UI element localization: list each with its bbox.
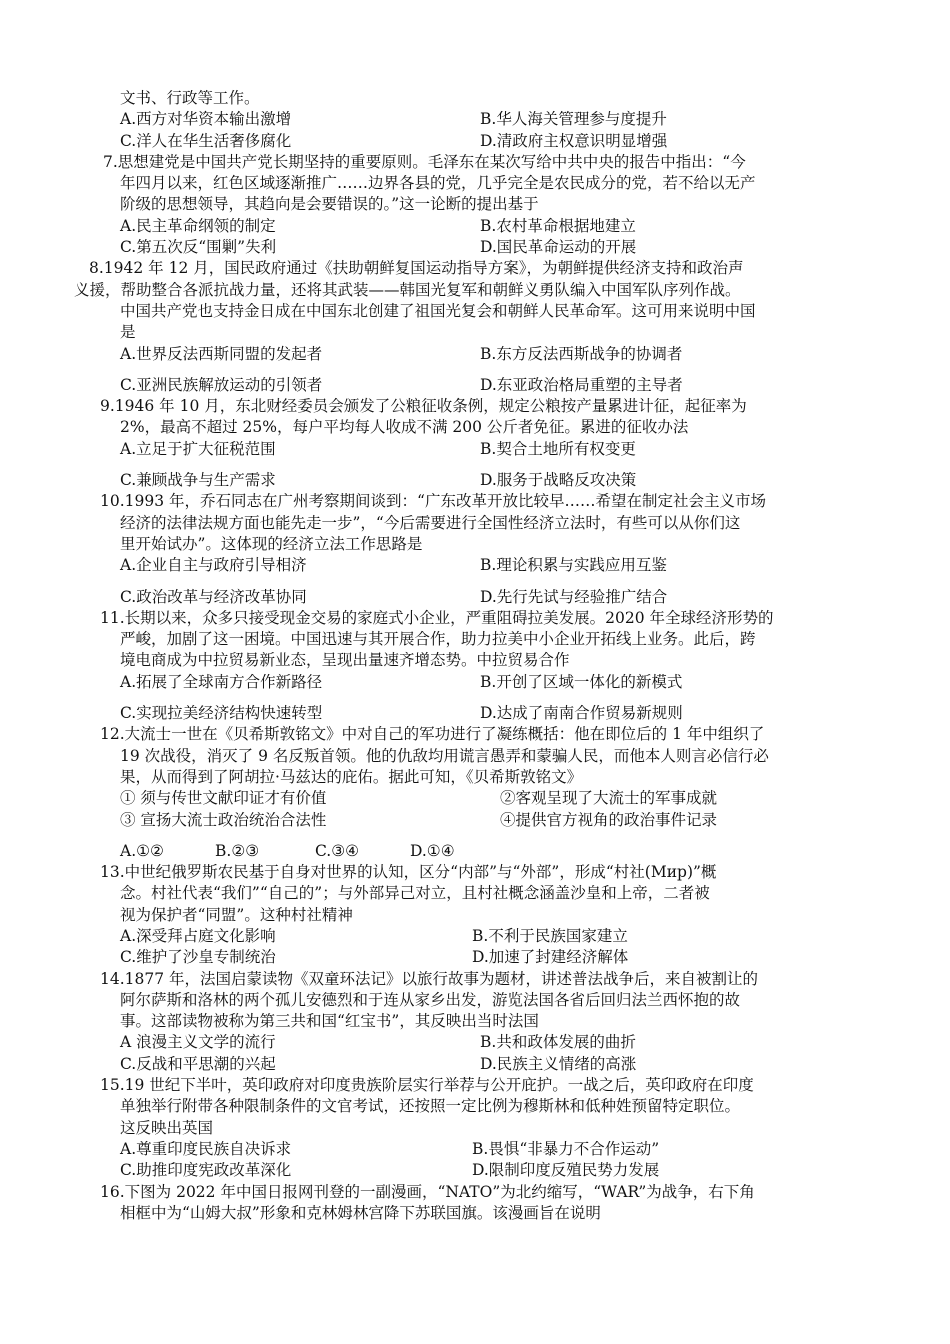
question-text: 阶级的思想领导，其趋向是会要错误的。”这一论断的提出基于	[120, 195, 539, 214]
option-a: A.民主革命纲领的制定	[120, 216, 276, 235]
question-9	[100, 396, 870, 491]
question-text: 文书、行政等工作。	[120, 89, 260, 107]
option-b: B.东方反法西斯战争的协调者	[480, 344, 683, 363]
question-text: 是	[120, 323, 136, 342]
option-a: A.世界反法西斯同盟的发起者	[120, 344, 323, 363]
question-text: 16.下图为 2022 年中国日报网刊登的一副漫画，“NATO”为北约缩写，“WAR”为战争，右下角	[100, 1182, 755, 1201]
option-row	[100, 109, 870, 130]
option-d: D.清政府主权意识明显增强	[480, 131, 668, 150]
question-14	[100, 969, 870, 1075]
option-b: B.理论积累与实践应用互鉴	[480, 556, 667, 575]
option-row	[100, 672, 870, 693]
question-text: 19 次战役，消灭了 9 名反叛首领。他的仇敌均用谎言愚弄和蒙骗人民，而他本人则言必信行必	[120, 746, 769, 765]
option-a: A.①②	[120, 841, 164, 860]
option-b: B.农村革命根据地建立	[480, 216, 636, 235]
option-d: D.先行先试与经验推广结合	[480, 587, 668, 606]
option-row	[100, 344, 870, 365]
question-text: 严峻，加剧了这一困境。中国迅速与其开展合作，助力拉美中小企业开拓线上业务。此后，跨	[120, 630, 756, 649]
question-text: 这反映出英国	[120, 1118, 214, 1137]
option-b: B.华人海关管理参与度提升	[480, 110, 667, 129]
option-c: C.反战和平思潮的兴起	[120, 1054, 276, 1073]
option-row	[100, 375, 870, 396]
option-row	[100, 703, 870, 724]
question-text: 11.长期以来，众多只接受现金交易的家庭式小企业，严重阻碍拉美发展。2020 年全球经济形势的	[100, 608, 774, 627]
option-row	[100, 1160, 870, 1181]
option-row	[100, 947, 870, 968]
option-row	[100, 216, 870, 237]
question-12	[100, 724, 870, 862]
question-11	[100, 608, 870, 724]
question-text: 相框中为“山姆大叔”形象和克林姆林宫降下苏联国旗。该漫画旨在说明	[120, 1203, 601, 1222]
option-b: B.契合土地所有权变更	[480, 439, 636, 458]
option-a: A 浪漫主义文学的流行	[120, 1033, 276, 1052]
option-d: D.服务于战略反攻决策	[480, 471, 637, 490]
question-text: 单独举行附带各种限制条件的文官考试，还按照一定比例为穆斯林和低种姓预留特定职位。	[120, 1097, 741, 1116]
statement-4: ④提供官方视角的政治事件记录	[500, 810, 718, 829]
option-b: B.共和政体发展的曲折	[480, 1033, 636, 1052]
question-text: 13.中世纪俄罗斯农民基于自身对世界的认知，区分“内部”与“外部”，形成“村社(Мир)”概	[100, 863, 717, 882]
question-15	[100, 1075, 870, 1181]
question-text: 事。这部读物被称为第三共和国“红宝书”，其反映出当时法国	[120, 1012, 539, 1031]
question-text: 8.1942 年 12 月，国民政府通过《扶助朝鲜复国运动指导方案》，为朝鲜提供经济支持和政治声	[89, 259, 744, 278]
statement-1: ① 须与传世文献印证才有价值	[120, 789, 327, 808]
option-row	[100, 439, 870, 460]
option-b: B.畏惧“非暴力不合作运动”	[472, 1139, 660, 1158]
option-d: D.①④	[410, 841, 455, 860]
question-text: 里开始试办”。这体现的经济立法工作思路是	[120, 534, 423, 553]
option-row	[100, 470, 870, 491]
option-b: B.不利于民族国家建立	[472, 926, 628, 945]
question-text: 念。村社代表“我们”“自己的”；与外部异己对立，且村社概念涵盖沙皇和上帝，二者被	[120, 884, 710, 903]
option-row	[100, 841, 870, 862]
option-d: D.东亚政治格局重塑的主导者	[480, 375, 683, 394]
option-c: C.洋人在华生活奢侈腐化	[120, 131, 292, 150]
question-text: 阿尔萨斯和洛林的两个孤儿安德烈和于连从家乡出发，游览法国各省后回归法兰西怀抱的故	[120, 990, 741, 1009]
option-a: A.深受拜占庭文化影响	[120, 926, 276, 945]
question-text: 10.1993 年，乔石同志在广州考察期间谈到：“广东改革开放比较早……希望在制定社会主义市场	[100, 492, 766, 511]
option-row	[100, 131, 870, 152]
option-a: A.拓展了全球南方合作新路径	[120, 672, 323, 691]
question-text: 义援，帮助整合各派抗战力量，还将其武装——韩国光复军和朝鲜义勇队编入中国军队序列作战。	[74, 280, 741, 299]
question-text: 境电商成为中拉贸易新业态，呈现出量速齐增态势。中拉贸易合作	[120, 651, 570, 670]
option-row	[100, 587, 870, 608]
question-text: 2%，最高不超过 25%，每户平均每人收成不满 200 公斤者免征。累进的征收办法	[120, 418, 689, 437]
option-c: C.政治改革与经济改革协同	[120, 587, 307, 606]
statement-row	[100, 788, 870, 809]
question-8	[74, 258, 870, 396]
option-a: A.尊重印度民族自决诉求	[120, 1139, 292, 1158]
question-text: 视为保护者“同盟”。这种村社精神	[120, 905, 353, 924]
option-d: D.国民革命运动的开展	[480, 238, 637, 257]
question-text: 中国共产党也支持金日成在中国东北创建了祖国光复会和朝鲜人民革命军。这可用来说明中国	[120, 301, 756, 320]
option-row	[100, 1054, 870, 1075]
option-c: C.助推印度宪政改革深化	[120, 1161, 292, 1180]
option-row	[100, 555, 870, 576]
question-text: 果，从而得到了阿胡拉·马兹达的庇佑。据此可知，《贝希斯敦铭文》	[120, 767, 583, 786]
option-a: A.企业自主与政府引导相济	[120, 556, 307, 575]
option-c: C.实现拉美经济结构快速转型	[120, 704, 323, 723]
question-text: 经济的法律法规方面也能先走一步”，“今后需要进行全国性经济立法时，有些可以从你们这	[120, 513, 741, 532]
exam-page	[74, 88, 870, 1224]
option-row	[100, 1139, 870, 1160]
option-d: D.达成了南南合作贸易新规则	[480, 704, 683, 723]
question-7	[100, 152, 870, 258]
option-c: C.③④	[315, 841, 360, 860]
statement-row	[100, 810, 870, 831]
statement-2: ②客观呈现了大流士的军事成就	[500, 789, 718, 808]
option-b: B.开创了区域一体化的新模式	[480, 672, 683, 691]
question-10	[100, 491, 870, 607]
question-text: 15.19 世纪下半叶，英印政府对印度贵族阶层实行举荐与公开庇护。一战之后，英印政府在印度	[100, 1076, 754, 1095]
option-a: A.西方对华资本输出激增	[120, 110, 292, 129]
option-d: D.限制印度反殖民势力发展	[472, 1161, 660, 1180]
statement-3: ③ 宣扬大流士政治统治合法性	[120, 810, 327, 829]
question-16	[100, 1182, 870, 1225]
option-c: C.兼顾战争与生产需求	[120, 471, 276, 490]
option-c: C.维护了沙皇专制统治	[120, 948, 276, 967]
option-d: D.加速了封建经济解体	[472, 948, 629, 967]
option-b: B.②③	[215, 841, 260, 860]
option-row	[100, 926, 870, 947]
question-text: 年四月以来，红色区域逐渐推广……边界各县的党，几乎完全是农民成分的党，若不给以无产	[120, 174, 756, 193]
question-text: 9.1946 年 10 月，东北财经委员会颁发了公粮征收条例，规定公粮按产量累进计征，起征率为	[100, 397, 747, 416]
option-row	[100, 237, 870, 258]
question-text: 12.大流士一世在《贝希斯敦铭文》中对自己的军功进行了凝练概括：他在即位后的 1 年中组织了	[100, 725, 765, 744]
question-text: 14.1877 年，法国启蒙读物《双童环法记》以旅行故事为题材，讲述普法战争后，来自被割让的	[100, 969, 759, 988]
option-c: C.亚洲民族解放运动的引领者	[120, 375, 323, 394]
option-c: C.第五次反“围剿”失利	[120, 238, 277, 257]
question-6	[100, 88, 870, 152]
question-text: 7.思想建党是中国共产党长期坚持的重要原则。毛泽东在某次写给中共中央的报告中指出：“今	[103, 152, 746, 171]
option-a: A.立足于扩大征税范围	[120, 439, 276, 458]
question-13	[100, 862, 870, 968]
option-d: D.民族主义情绪的高涨	[480, 1054, 637, 1073]
option-row	[100, 1032, 870, 1053]
